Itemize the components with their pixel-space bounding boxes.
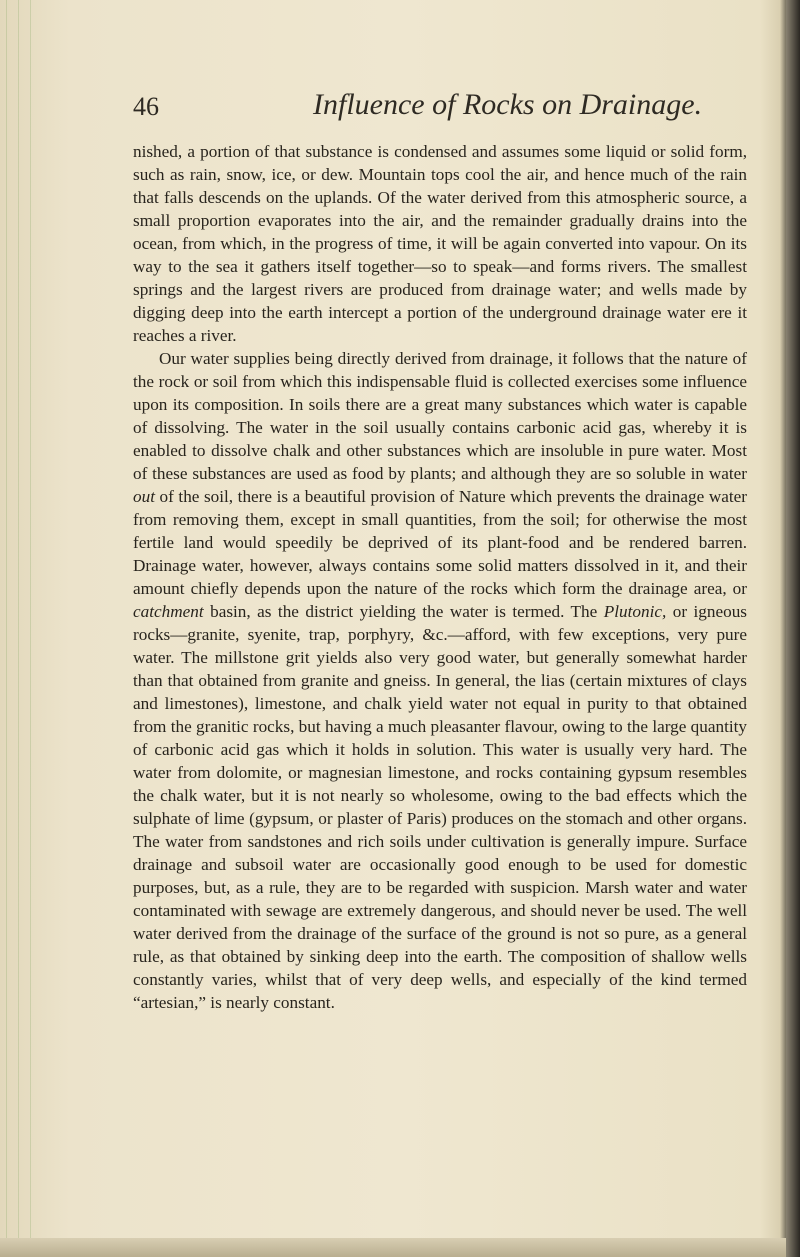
binding-lines bbox=[0, 0, 40, 1257]
running-head: Influence of Rocks on Drainage. bbox=[313, 88, 703, 121]
paragraph bbox=[133, 140, 747, 347]
text-segment: nished, a portion of that substance is condensed and assumes some liquid or solid form, such as rain, snow, ice, or dew. Mountain tops cool the air, and hence much of the rain that falls descends on the uplands. Of the water derived from this atmospheric source, a small proportion evaporates into the air, and the remainder gradually drains into the ocean, from which, in the progress of time, it will be again converted into vapour. On its way to the sea it gathers itself together—so to speak—and forms rivers. The smallest springs and the largest rivers are produced from drainage water; and wells made by digging deep into the earth intercept a portion of the underground drainage water ere it reaches a river. bbox=[133, 142, 747, 345]
italic-word: Plutonic, bbox=[603, 602, 667, 621]
page-header bbox=[133, 88, 703, 132]
italic-word: catchment bbox=[133, 602, 204, 621]
paragraph bbox=[133, 347, 747, 1014]
text-segment: of the soil, there is a beautiful provision of Nature which prevents the drainage water from removing them, except in small quantities, from the soil; for otherwise the most fertile land would speedily be deprived of its plant-food and be rendered barren. Drainage water, however, always contains some solid matters dissolved in it, and their amount chiefly depends upon the nature of the rocks which form the drainage area, or bbox=[133, 487, 747, 598]
text-segment: or igneous rocks—granite, syenite, trap, porphyry, &c.—afford, with few exceptions, very pure water. The millstone grit yields also very good water, but generally somewhat harder than that obtained from granite and gneiss. In general, the lias (certain mixtures of clays and limestones), limestone, and chalk yield water not equal in purity to that obtained from the granitic rocks, but having a much pleasanter flavour, owing to the large quantity of carbonic acid gas which it holds in solution. This water is usually very hard. The water from dolomite, or magnesian limestone, and rocks containing gypsum resembles the chalk water, but it is not nearly so wholesome, owing to the bad effects which the sulphate of lime (gypsum, or plaster of Paris) produces on the stomach and other organs. The water from sandstones and rich soils under cultivation is generally impure. Surface drainage and subsoil water are occasionally good enough to be used for domestic purposes, but, as a rule, they are to be regarded with suspicion. Marsh water and water contaminated with sewage are extremely dangerous, and should never be used. The well water derived from the drainage of the surface of the ground is not so pure, as a general rule, as that obtained by sinking deep into the earth. The composition of shallow wells constantly varies, whilst that of very deep wells, and especially of the kind termed “artesian,” is nearly constant. bbox=[133, 602, 747, 1012]
text-segment: Our water supplies being directly derived from drainage, it follows that the nature of the rock or soil from which this indispensable fluid is collected exercises some influence upon its composition. In soils there are a great many substances which water is capable of dissolving. The water in the soil usually contains carbonic acid gas, whereby it is enabled to dissolve chalk and other substances which are insoluble in pure water. Most of these substances are used as food by plants; and although they are so soluble in water bbox=[133, 349, 747, 483]
page-number: 46 bbox=[133, 92, 159, 121]
body-text bbox=[133, 140, 747, 1014]
page-bottom-edge bbox=[0, 1238, 790, 1257]
italic-word: out bbox=[133, 487, 155, 506]
page-right-edge bbox=[786, 0, 800, 1257]
text-segment: basin, as the district yielding the water is termed. The bbox=[203, 602, 604, 621]
